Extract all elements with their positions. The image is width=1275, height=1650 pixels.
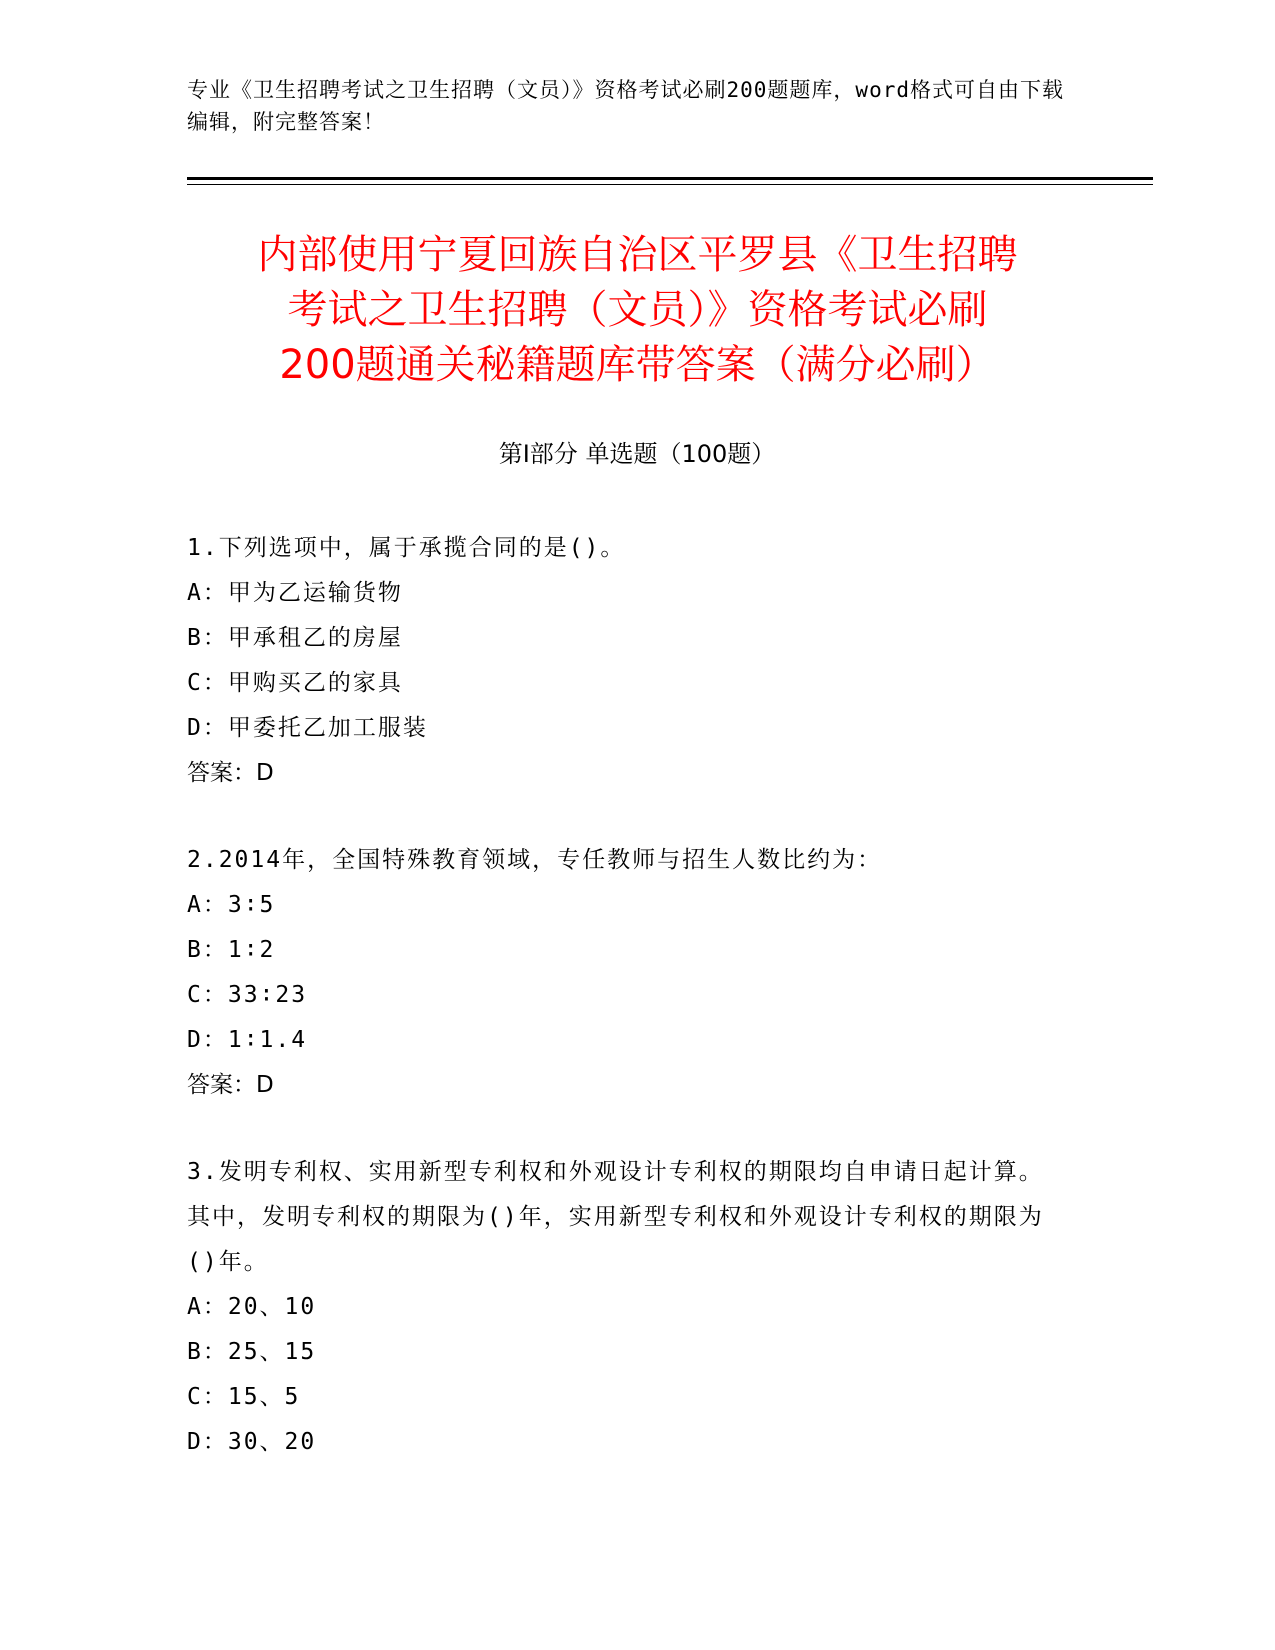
question-option: B：25、15 (187, 1339, 317, 1365)
header-note: 专业《卫生招聘考试之卫生招聘（文员）》资格考试必刷200题题库，word格式可自由下载编辑，附完整答案！ (187, 78, 1064, 134)
question-item (187, 526, 1067, 796)
question-item (187, 1150, 1067, 1465)
header-divider-thin (187, 184, 1153, 185)
title-line: 内部使用宁夏回族自治区平罗县《卫生招聘 (257, 232, 1018, 278)
document-title (180, 228, 1095, 393)
question-stem: 1.下列选项中，属于承揽合同的是()。 (187, 535, 626, 561)
question-option: D：30、20 (187, 1429, 317, 1455)
question-stem: 2.2014年，全国特殊教育领域，专任教师与招生人数比约为： (187, 847, 883, 873)
section-title: 第I部分 单选题（100题） (498, 440, 776, 468)
question-option: A：甲为乙运输货物 (187, 580, 403, 606)
question-option: A：3∶5 (187, 892, 276, 918)
question-answer: 答案：D (187, 1072, 274, 1098)
question-option: B：甲承租乙的房屋 (187, 625, 403, 651)
question-item (187, 838, 1067, 1108)
question-option: C：甲购买乙的家具 (187, 670, 403, 696)
title-line: 考试之卫生招聘（文员）》资格考试必刷 (287, 287, 988, 333)
title-line: 200题通关秘籍题库带答案（满分必刷） (279, 342, 996, 388)
question-answer: 答案：D (187, 760, 274, 786)
question-option: A：20、10 (187, 1294, 317, 1320)
question-option: C：33∶23 (187, 982, 308, 1008)
question-option: D：甲委托乙加工服装 (187, 715, 428, 741)
question-option: B：1∶2 (187, 937, 276, 963)
question-list (187, 526, 1067, 1507)
question-option: D：1∶1.4 (187, 1027, 308, 1053)
question-option: C：15、5 (187, 1384, 301, 1410)
question-stem: 3.发明专利权、实用新型专利权和外观设计专利权的期限均自申请日起计算。其中，发明专利权的期限为()年，实用新型专利权和外观设计专利权的期限为()年。 (187, 1159, 1044, 1275)
header-divider (187, 177, 1153, 180)
